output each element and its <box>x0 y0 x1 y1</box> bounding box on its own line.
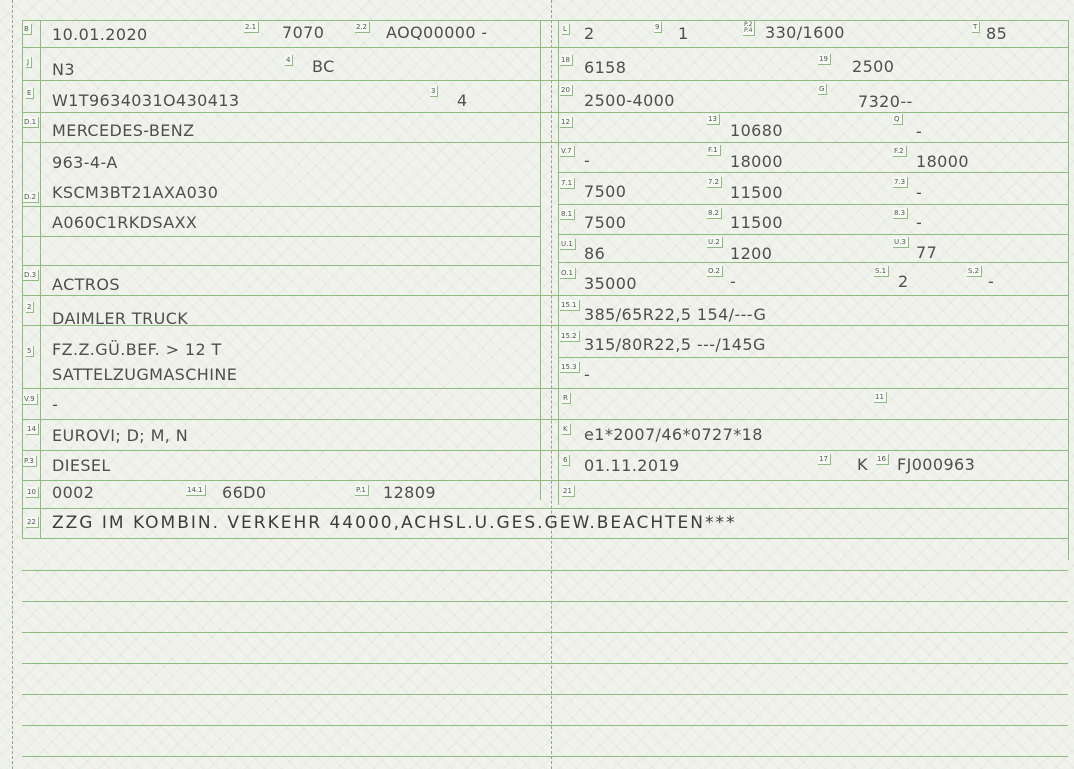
field-k-type-approval: e1*2007/46*0727*18 <box>584 425 763 444</box>
field-d-1-make: MERCEDES-BENZ <box>52 121 195 140</box>
field-p-1-displacement: 12809 <box>383 483 436 502</box>
field-3-check-digit: 4 <box>457 91 468 110</box>
field-code-r: R <box>562 393 571 404</box>
field-code-e: E <box>26 88 34 99</box>
field-code-8-2: 8.2 <box>707 208 722 219</box>
field-u-3-noise-driving: 77 <box>916 243 938 262</box>
field-v-7-co2: - <box>584 151 591 170</box>
field-code-s-1: S.1 <box>874 266 889 277</box>
field-code-u-2: U.2 <box>707 237 723 248</box>
field-16-registration-number: FJ000963 <box>897 455 976 474</box>
field-code-17: 17 <box>818 454 831 465</box>
field-p-2-power-rpm: 330/1600 <box>765 23 845 42</box>
rule <box>22 663 1068 664</box>
field-code-4: 4 <box>285 55 293 66</box>
field-v-9-emission-class: - <box>52 395 59 414</box>
field-code-v-9: V.9 <box>23 394 38 405</box>
rule <box>22 295 1068 296</box>
rule <box>22 236 540 237</box>
rule <box>22 80 1068 81</box>
field-f-1-max-mass: 18000 <box>730 152 783 171</box>
field-code-22: 22 <box>26 517 39 528</box>
field-code-p-2: P.2 <box>744 21 753 28</box>
field-code-15-1: 15.1 <box>560 300 580 311</box>
field-17-note: K <box>857 455 868 474</box>
field-code-14-1: 14.1 <box>186 485 206 496</box>
rule <box>22 756 1068 757</box>
field-code-o-2: O.2 <box>707 266 723 277</box>
field-5-body-description: SATTELZUGMASCHINE <box>52 365 238 384</box>
field-code-f-2: F.2 <box>893 146 907 157</box>
field-code-6: 6 <box>562 455 570 466</box>
field-code-13: 13 <box>707 114 720 125</box>
field-code-15-3: 15.3 <box>560 362 580 373</box>
field-code-o-1: O.1 <box>560 268 576 279</box>
field-15-2-tyre-axle-2: 315/80R22,5 ---/145G <box>584 335 766 354</box>
rule <box>22 450 1068 451</box>
rule <box>558 262 1068 263</box>
field-p-3-fuel: DIESEL <box>52 456 111 475</box>
field-2-2-type-code: AOQ00000 - <box>386 23 488 42</box>
field-code-21: 21 <box>562 486 575 497</box>
rule <box>22 725 1068 726</box>
rule <box>22 142 1068 143</box>
field-2-1-manufacturer-code: 7070 <box>282 23 325 42</box>
left-code-column-line <box>40 20 41 538</box>
fold-line <box>551 0 552 769</box>
field-u-1-noise-stationary: 86 <box>584 244 606 263</box>
field-8-2-axle-2-permitted: 11500 <box>730 213 783 232</box>
field-19-width: 2500 <box>852 57 895 76</box>
field-code-3: 3 <box>430 86 438 97</box>
field-code-k: K <box>562 424 571 435</box>
field-code-t: T <box>972 22 980 33</box>
field-code-16: 16 <box>876 454 889 465</box>
punch-margin-line <box>12 0 13 769</box>
field-code-g: G <box>818 84 827 95</box>
field-code-p-4: P.4 <box>744 27 753 34</box>
rule <box>22 47 1068 48</box>
field-8-3-axle-3-permitted: - <box>916 213 923 232</box>
field-5-vehicle-type: FZ.Z.GÜ.BEF. > 12 T <box>52 340 222 359</box>
field-14-1-emission-key: 66D0 <box>222 483 267 502</box>
field-d-3-trade-name: ACTROS <box>52 275 120 294</box>
rule <box>22 508 1068 509</box>
field-u-2-engine-rpm: 1200 <box>730 244 773 263</box>
field-code-14: 14 <box>26 424 39 435</box>
right-border <box>1068 20 1069 560</box>
field-code-p-2-p-4 <box>743 21 755 36</box>
rule <box>22 112 1068 113</box>
rule <box>558 172 1068 173</box>
field-q-power-weight: - <box>916 122 923 141</box>
field-code-u-1: U.1 <box>560 239 576 250</box>
rule <box>558 357 1068 358</box>
field-code-12: 12 <box>560 117 573 128</box>
field-code-2-1: 2.1 <box>244 22 259 33</box>
field-b-first-registration: 10.01.2020 <box>52 25 148 44</box>
field-code-d-3: D.3 <box>23 270 39 281</box>
field-code-p-3: P.3 <box>23 456 37 467</box>
field-code-8-3: 8.3 <box>893 208 908 219</box>
center-divider-left <box>540 20 541 500</box>
field-code-9: 9 <box>654 22 662 33</box>
field-code-2-2: 2.2 <box>355 22 370 33</box>
field-code-20: 20 <box>560 85 573 96</box>
field-15-1-tyre-axle-1: 385/65R22,5 154/---G <box>584 305 767 324</box>
field-code-s-2: S.2 <box>967 266 982 277</box>
field-7-2-axle-2-load: 11500 <box>730 183 783 202</box>
field-o-1-braked-trailer-load: 35000 <box>584 274 637 293</box>
field-7-1-axle-1-load: 7500 <box>584 182 627 201</box>
rule <box>22 388 1068 389</box>
field-15-3-tyre-axle-3: - <box>584 365 591 384</box>
field-20-height: 2500-4000 <box>584 91 675 110</box>
field-code-d-1: D.1 <box>23 117 39 128</box>
rule <box>22 20 1068 21</box>
field-code-7-3: 7.3 <box>893 177 908 188</box>
field-9-driven-axles: 1 <box>678 24 689 43</box>
rule <box>22 601 1068 602</box>
field-code-7-1: 7.1 <box>560 178 575 189</box>
field-8-1-axle-1-permitted: 7500 <box>584 213 627 232</box>
field-code-f-1: F.1 <box>707 145 721 156</box>
field-code-u-3: U.3 <box>893 237 909 248</box>
rule <box>558 204 1068 205</box>
rule <box>558 234 1068 235</box>
rule <box>22 419 1068 420</box>
field-code-v-7: V.7 <box>560 146 575 157</box>
field-code-j: J <box>26 57 32 68</box>
field-code-q: Q <box>893 114 903 125</box>
field-d-2-version: A060C1RKDSAXX <box>52 213 198 232</box>
field-code-5: 5 <box>26 346 34 357</box>
field-10-emission-code: 0002 <box>52 483 95 502</box>
field-18-length: 6158 <box>584 58 627 77</box>
field-code-7-2: 7.2 <box>707 177 722 188</box>
field-t-max-speed: 85 <box>986 24 1008 43</box>
field-d-2-type: 963-4-A <box>52 153 118 172</box>
field-14-emission-standard: EUROVI; D; M, N <box>52 426 189 445</box>
field-o-2-unbraked-trailer-load: - <box>730 272 737 291</box>
field-e-vin: W1T9634031O430413 <box>52 91 240 110</box>
field-code-19: 19 <box>818 54 831 65</box>
field-s-1-seats: 2 <box>898 272 909 291</box>
field-code-d-2: D.2 <box>23 192 39 203</box>
rule <box>22 265 540 266</box>
field-code-18: 18 <box>560 55 573 66</box>
rule <box>22 694 1068 695</box>
rule <box>22 632 1068 633</box>
field-code-2: 2 <box>26 302 34 313</box>
field-g-empty-mass: 7320-- <box>858 92 913 111</box>
field-code-15-2: 15.2 <box>560 331 580 342</box>
field-6-approval-date: 01.11.2019 <box>584 456 680 475</box>
field-code-b: B <box>23 24 32 35</box>
field-22-remarks: ZZG IM KOMBIN. VERKEHR 44000,ACHSL.U.GES.GEW.BEACHTEN*** <box>52 513 737 533</box>
field-7-3-axle-3-load: - <box>916 183 923 202</box>
field-code-10: 10 <box>26 487 39 498</box>
field-2-manufacturer: DAIMLER TRUCK <box>52 309 189 328</box>
field-code-l: L <box>562 24 570 35</box>
field-l-axles: 2 <box>584 24 595 43</box>
field-d-2-variant: KSCM3BT21AXA030 <box>52 183 219 202</box>
field-13-support-load: 10680 <box>730 121 783 140</box>
field-code-8-1: 8.1 <box>560 209 575 220</box>
field-j-vehicle-class: N3 <box>52 60 75 79</box>
field-code-p-1: P.1 <box>355 485 369 496</box>
rule <box>22 570 1068 571</box>
rule <box>22 206 540 207</box>
field-code-11: 11 <box>874 392 887 403</box>
field-s-2-standing-places: - <box>988 272 995 291</box>
field-f-2-permitted-mass: 18000 <box>916 152 969 171</box>
field-4-body-type: BC <box>312 57 335 76</box>
rule <box>22 480 1068 481</box>
rule <box>22 538 1068 539</box>
